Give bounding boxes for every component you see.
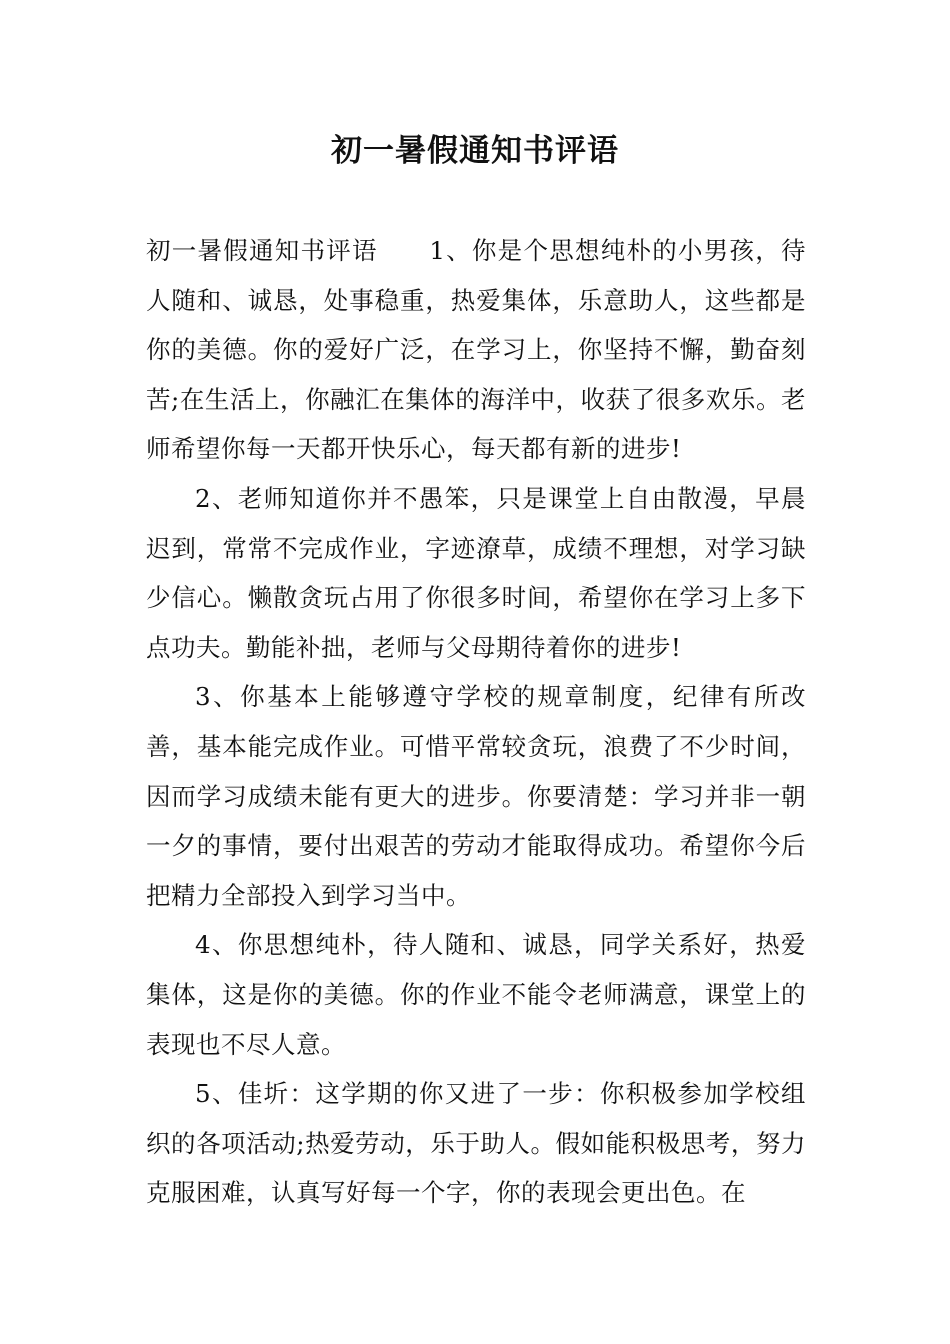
paragraph-1-text: 1、你是个思想纯朴的小男孩，待人随和、诚恳，处事稳重，热爱集体，乐意助人，这些都是你的美德。你的爱好广泛，在学习上，你坚持不懈，勤奋刻苦;在生活上，你融汇在集体的海洋中，收获了很多欢乐。老师希望你每一天都开快乐心，每天都有新的进步! xyxy=(146,236,807,464)
document-title: 初一暑假通知书评语 xyxy=(331,133,619,169)
paragraph-5: 5、佳圻：这学期的你又进了一步：你积极参加学校组织的各项活动;热爱劳动，乐于助人。假如能积极思考，努力克服困难，认真写好每一个字，你的表现会更出色。在 xyxy=(146,1079,806,1208)
paragraph-3: 3、你基本上能够遵守学校的规章制度，纪律有所改善，基本能完成作业。可惜平常较贪玩，浪费了不少时间，因而学习成绩未能有更大的进步。你要清楚：学习并非一朝一夕的事情，要付出艰苦的劳动才能取得成功。希望你今后把精力全部投入到学习当中。 xyxy=(146,682,806,910)
paragraph-2: 2、老师知道你并不愚笨，只是课堂上自由散漫，早晨迟到，常常不完成作业，字迹潦草，成绩不理想，对学习缺少信心。懒散贪玩占用了你很多时间，希望你在学习上多下点功夫。勤能补拙，老师与父母期待着你的进步! xyxy=(146,483,806,662)
paragraph-1 xyxy=(146,226,806,474)
document-body xyxy=(146,226,806,1218)
paragraph-1-heading: 初一暑假通知书评语 xyxy=(146,236,430,265)
paragraph-4: 4、你思想纯朴，待人随和、诚恳，同学关系好，热爱集体，这是你的美德。你的作业不能令老师满意，课堂上的表现也不尽人意。 xyxy=(146,930,806,1059)
